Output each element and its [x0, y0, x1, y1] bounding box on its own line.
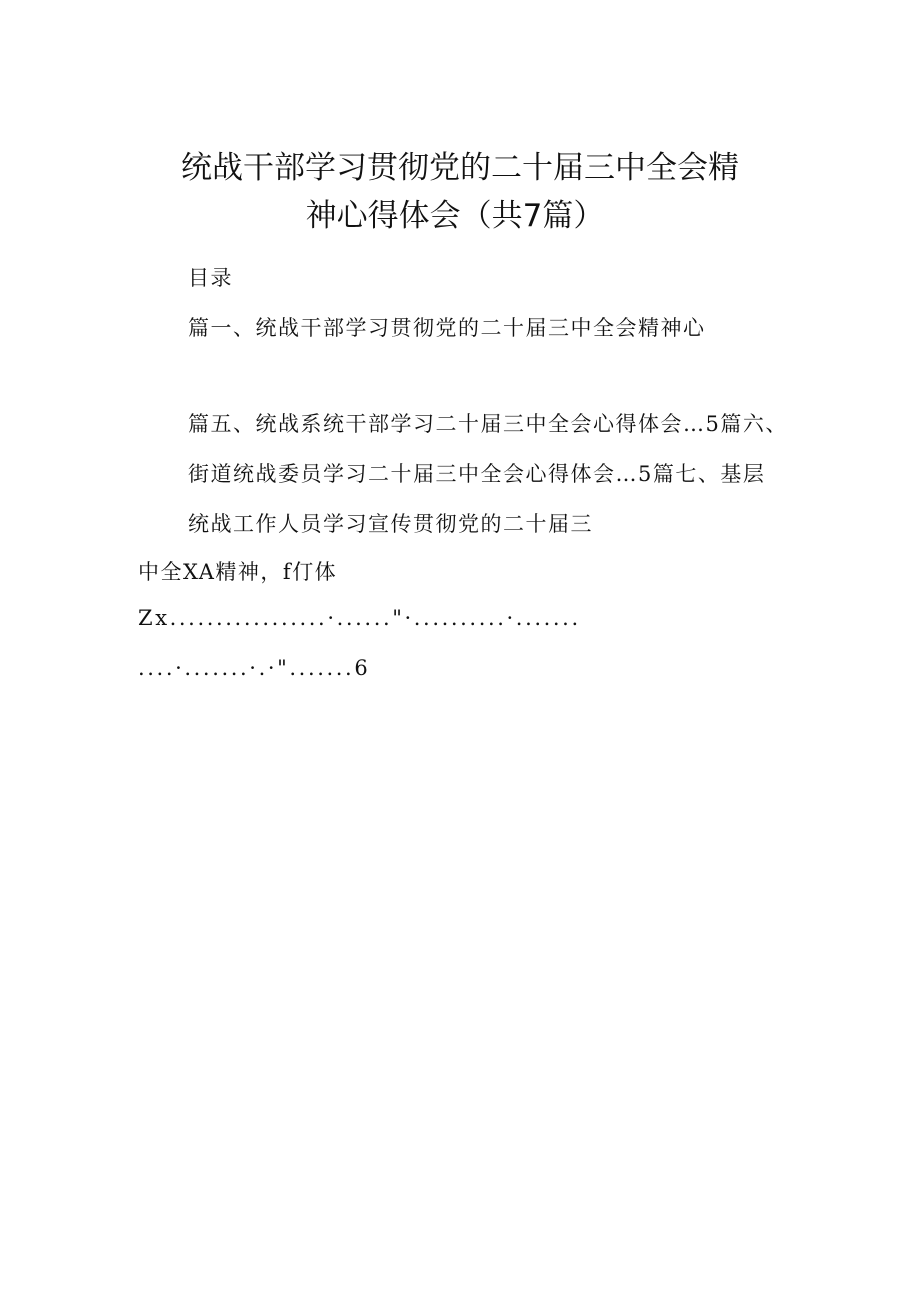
toc-leader-dots-2: ....·.......·.·".......6: [138, 656, 371, 680]
toc-entry-5-6: 篇五、统战系统干部学习二十届三中全会心得体会…5篇六、: [188, 412, 788, 436]
toc-entry-6-7: 街道统战委员学习二十届三中全会心得体会…5篇七、基层: [188, 462, 766, 486]
toc-entry-7: 统战工作人员学习宣传贯彻党的二十届三: [188, 512, 593, 536]
document-title-line-2: 神心得体会（共7篇）: [305, 198, 605, 234]
toc-entry-7-continued: 中全XA精神，f仃体: [138, 560, 338, 584]
toc-entry-1: 篇一、统战干部学习贯彻党的二十届三中全会精神心: [188, 316, 706, 340]
document-title-line-1: 统战干部学习贯彻党的二十届三中全会精: [181, 150, 739, 186]
toc-leader-dots-1: Zx.................·......"·..........·.......: [138, 606, 581, 630]
toc-heading: 目录: [188, 266, 233, 290]
